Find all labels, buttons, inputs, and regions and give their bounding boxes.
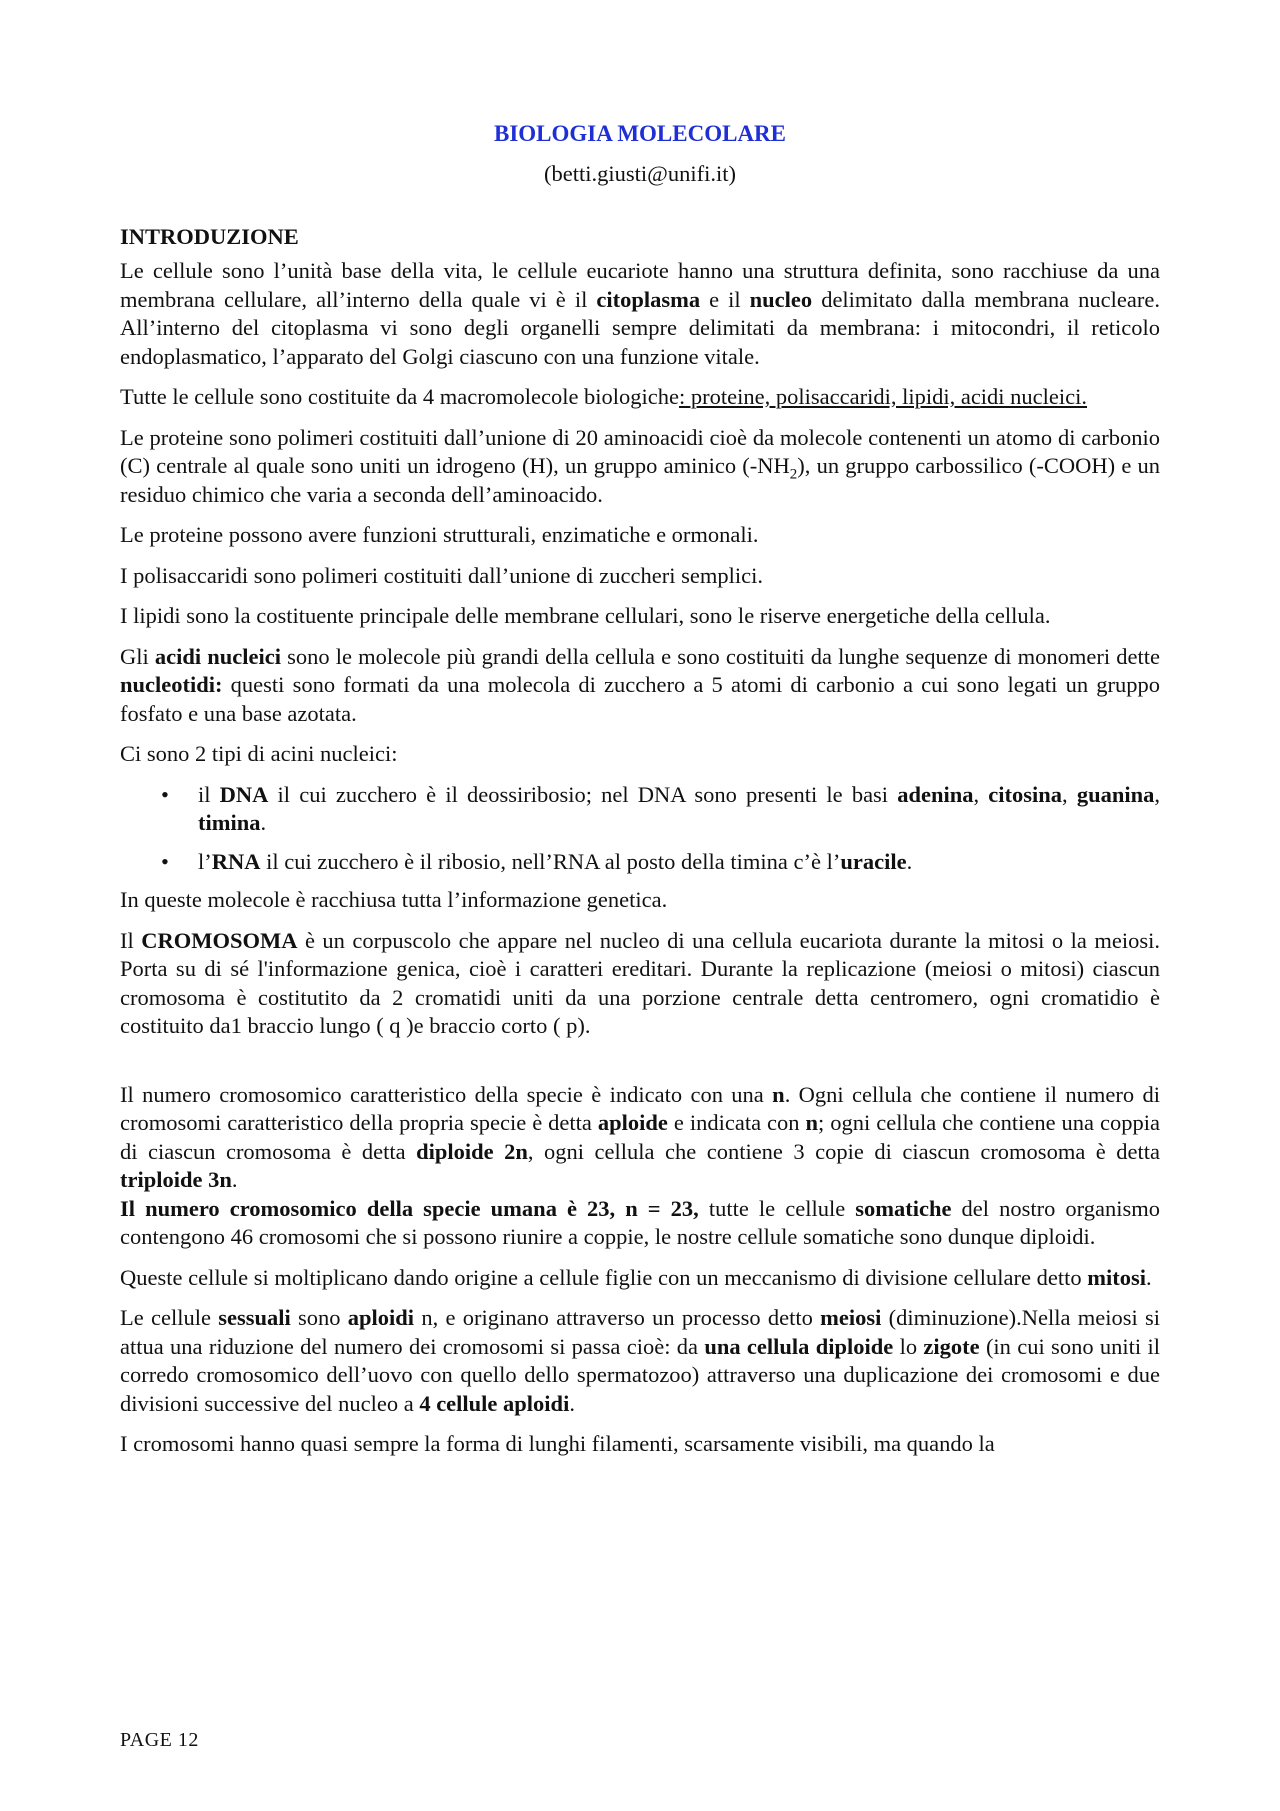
page-number: PAGE 12	[120, 1729, 199, 1751]
spacer	[120, 1053, 1160, 1081]
document-title: BIOLOGIA MOLECOLARE	[493, 121, 787, 146]
paragraph-chromosome: Il CROMOSOMA è un corpuscolo che appare nel nucleo di una cellula eucariota durante la mitosi o la meiosi. Porta su di sé l'informazione genica, cioè i caratteri ereditari. Durante la replicazione (meiosi o mitosi) ciascun cromosoma è costitutito da 2 cromatidi uniti da una porzione centrale detta centromero, ogni cromatidio è costituito da1 braccio lungo ( q )e braccio corto ( p).	[120, 927, 1160, 1038]
paragraph-genetic-info: In queste molecole è racchiusa tutta l’informazione genetica.	[120, 887, 668, 912]
list-item-rna: • l’RNA il cui zucchero è il ribosio, nell’RNA al posto della timina c’è l’uracile.	[198, 848, 1160, 877]
paragraph-meiosis: Le cellule sessuali sono aploidi n, e originano attraverso un processo detto meiosi (diminuzione).Nella meiosi si attua una riduzione del numero dei cromosomi si passa cioè: da una cellula diploide lo zigote (in cui sono uniti il corredo cromosomico dell’uovo con quello dello spermatozoo) attraverso una duplicazione dei cromosomi e due divisioni successive del nucleo a 4 cellule aploidi.	[120, 1305, 1160, 1416]
paragraph-human-chromosomes: Il numero cromosomico della specie umana è 23, n = 23, tutte le cellule somatiche del nostro organismo contengono 46 cromosomi che si possono riunire a coppie, le nostre cellule somatiche sono dunque diploidi.	[120, 1195, 1160, 1249]
list-item-dna: • il DNA il cui zucchero è il deossiribosio; nel DNA sono presenti le basi adenina, citosina, guanina, timina.	[161, 781, 1160, 835]
paragraph-lipids: I lipidi sono la costituente principale delle membrane cellulari, sono le riserve energetiche della cellula.	[120, 603, 1051, 628]
paragraph-nucleic-acids: Gli acidi nucleici sono le molecole più grandi della cellula e sono costituiti da lunghe sequenze di monomeri dette nucleotidi: questi sono formati da una molecola di zucchero a 5 atomi di carbonio a cui sono legati un gruppo fosfato e una base azotata.	[120, 643, 1160, 726]
author-email: (betti.giusti@unifi.it)	[544, 161, 736, 186]
page-content	[120, 120, 1160, 1471]
paragraph-chromosome-shape: I cromosomi hanno quasi sempre la forma di lunghi filamenti, scarsamente visibili, ma quando la	[120, 1431, 995, 1456]
paragraph-mitosis: Queste cellule si moltiplicano dando origine a cellule figlie con un meccanismo di divisione cellulare detto mitosi.	[120, 1264, 1152, 1290]
bullet-icon: •	[161, 848, 169, 874]
paragraph-types: Ci sono 2 tipi di acini nucleici:	[120, 741, 398, 766]
paragraph-macromolecules: Tutte le cellule sono costituite da 4 macromolecole biologiche: proteine, polisaccaridi, lipidi, acidi nucleici.	[120, 384, 1088, 409]
paragraph-chromosome-number: Il numero cromosomico caratteristico della specie è indicato con una n. Ogni cellula che contiene il numero di cromosomi caratteristico della propria specie è detta aploide e indicata con n; ogni cellula che contiene una coppia di ciascun cromosoma è detta diploide 2n, ogni cellula che contiene 3 copie di ciascun cromosoma è detta triploide 3n.	[120, 1081, 1161, 1192]
paragraph-polysaccharides: I polisaccaridi sono polimeri costituiti dall’unione di zuccheri semplici.	[120, 562, 763, 588]
bullet-icon: •	[161, 781, 169, 807]
paragraph-proteins: Le proteine sono polimeri costituiti dall’unione di 20 aminoacidi cioè da molecole contenenti un atomo di carbonio (C) centrale al quale sono uniti un idrogeno (H), un gruppo aminico $(-NH_2)$, un gruppo carbossilico (-COOH) e un residuo chimico che varia a seconda dell’aminoacido.	[120, 424, 1161, 507]
paragraph-cells: Le cellule sono l’unità base della vita, le cellule eucariote hanno una struttura definita, sono racchiuse da una membrana cellulare, all’interno della quale vi è il citoplasma e il nucleo delimitato dalla membrana nucleare. All’interno del citoplasma vi sono degli organelli sempre delimitati da membrana: i mitocondri, il reticolo endoplasmatico, l’apparato del Golgi ciascuno con una funzione vitale.	[120, 258, 1160, 369]
section-heading: INTRODUZIONE	[120, 223, 299, 249]
paragraph-protein-functions: Le proteine possono avere funzioni strutturali, enzimatiche e ormonali.	[120, 522, 759, 547]
nucleic-acid-list	[120, 781, 1160, 877]
